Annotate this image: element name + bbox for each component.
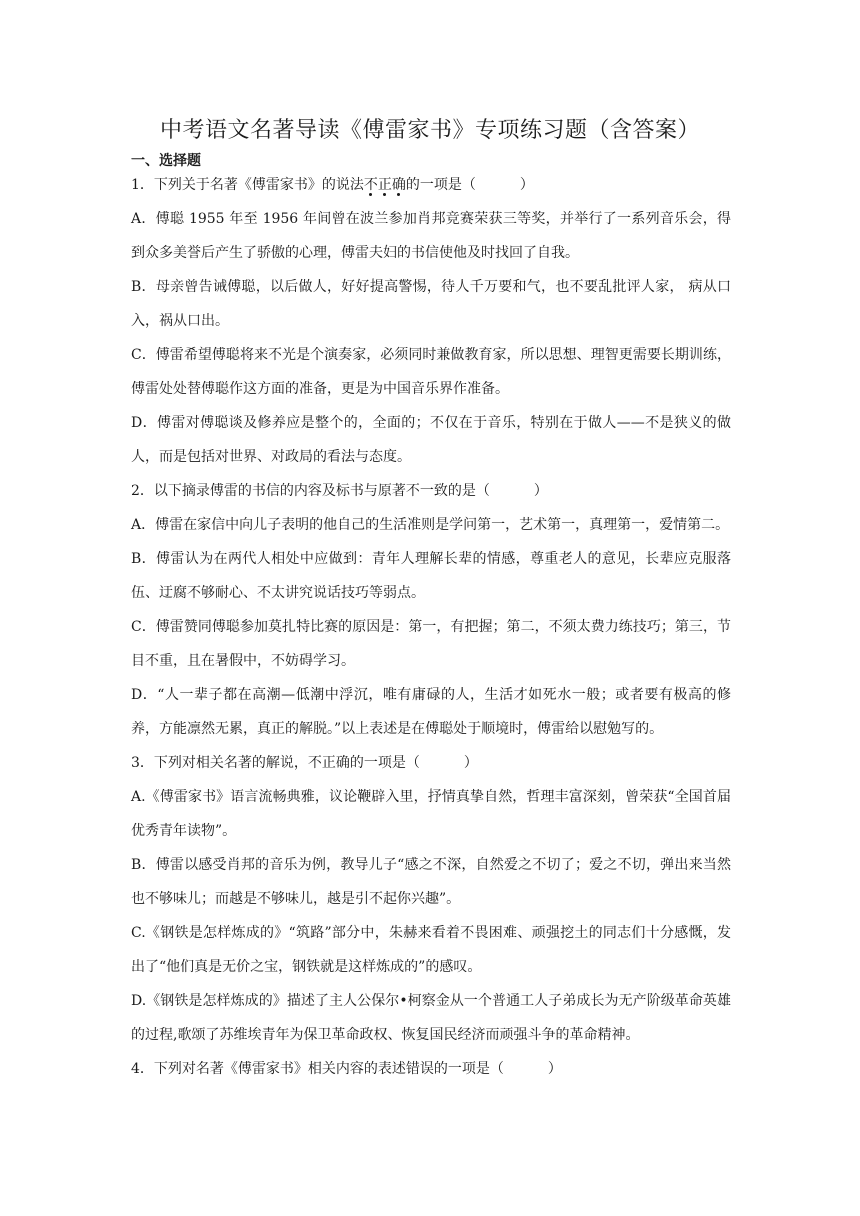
- option-b: B．傅雷认为在两代人相处中应做到：青年人理解长辈的情感，尊重老人的意见，长辈应克服落伍、迂腐不够耐心、不太讲究说话技巧等弱点。: [131, 551, 731, 601]
- question-list: [131, 168, 731, 1086]
- option-c: C．傅雷赞同傅聪参加莫扎特比赛的原因是：第一，有把握；第二，不须太费力练技巧；第三，节目不重，且在暑假中，不妨碍学习。: [131, 619, 731, 669]
- option-a: A．傅雷在家信中向儿子表明的他自己的生活准则是学问第一，艺术第一，真理第一，爱情第二。: [131, 517, 730, 533]
- option-a: A.《傅雷家书》语言流畅典雅，议论鞭辟入里，抒情真挚自然，哲理丰富深刻，曾荣获“全国首届优秀青年读物”。: [131, 789, 731, 839]
- option-b: B．傅雷以感受肖邦的音乐为例，教导儿子“感之不深，自然爱之不切了；爱之不切，弹出来当然也不够味儿；而越是不够味儿，越是引不起你兴趣”。: [131, 857, 731, 907]
- option-c: C．傅雷希望傅聪将来不光是个演奏家，必须同时兼做教育家，所以思想、理智更需要长期训练，傅雷处处替傅聪作这方面的准备，更是为中国音乐界作准备。: [131, 347, 731, 397]
- emphasis-char: 不: [363, 177, 378, 193]
- question-stem: 3．下列对相关名著的解说，不正确的一项是（ ）: [131, 755, 478, 771]
- question-2: [131, 474, 731, 746]
- question-stem: 4．下列对名著《傅雷家书》相关内容的表述错误的一项是（ ）: [131, 1061, 562, 1077]
- option-d: D．傅雷对傅聪谈及修养应是整个的，全面的；不仅在于音乐，特别在于做人——不是狭义的做人，而是包括对世界、对政局的看法与态度。: [131, 415, 731, 465]
- option-a: A．傅聪 1955 年至 1956 年间曾在波兰参加肖邦竞赛荣获三等奖，并举行了一系列音乐会，得到众多美誉后产生了骄傲的心理，傅雷夫妇的书信使他及时找回了自我。: [131, 211, 731, 261]
- emphasis-char: 确: [391, 177, 406, 193]
- question-3: [131, 746, 731, 1052]
- question-stem: 2．以下摘录傅雷的书信的内容及标书与原著不一致的是（ ）: [131, 483, 548, 499]
- question-stem: 1．下列关于名著《傅雷家书》的说法不正确的一项是（ ）: [131, 177, 534, 193]
- question-4: [131, 1052, 731, 1086]
- section-heading: 一、选择题: [131, 153, 201, 169]
- page-title: 中考语文名著导读《傅雷家书》专项练习题（含答案）: [159, 118, 700, 143]
- emphasis-char: 正: [377, 177, 392, 193]
- option-d: D．“人一辈子都在高潮—低潮中浮沉，唯有庸碌的人，生活才如死水一般；或者要有极高的修养，方能凛然无累，真正的解脱。”以上表述是在傅聪处于顺境时，傅雷给以慰勉写的。: [131, 687, 731, 737]
- option-c: C.《钢铁是怎样炼成的》“筑路”部分中，朱赫来看着不畏困难、顽强挖土的同志们十分感慨，发出了“他们真是无价之宝，钢铁就是这样炼成的”的感叹。: [131, 925, 731, 975]
- question-1: [131, 168, 731, 474]
- option-d: D.《钢铁是怎样炼成的》描述了主人公保尔•柯察金从一个普通工人子弟成长为无产阶级革命英雄的过程,歌颂了苏维埃青年为保卫革命政权、恢复国民经济而顽强斗争的革命精神。: [131, 993, 731, 1043]
- option-b: B．母亲曾告诫傅聪，以后做人，好好提高警惕，待人千万要和气，也不要乱批评人家， 病从口入，祸从口出。: [131, 279, 731, 329]
